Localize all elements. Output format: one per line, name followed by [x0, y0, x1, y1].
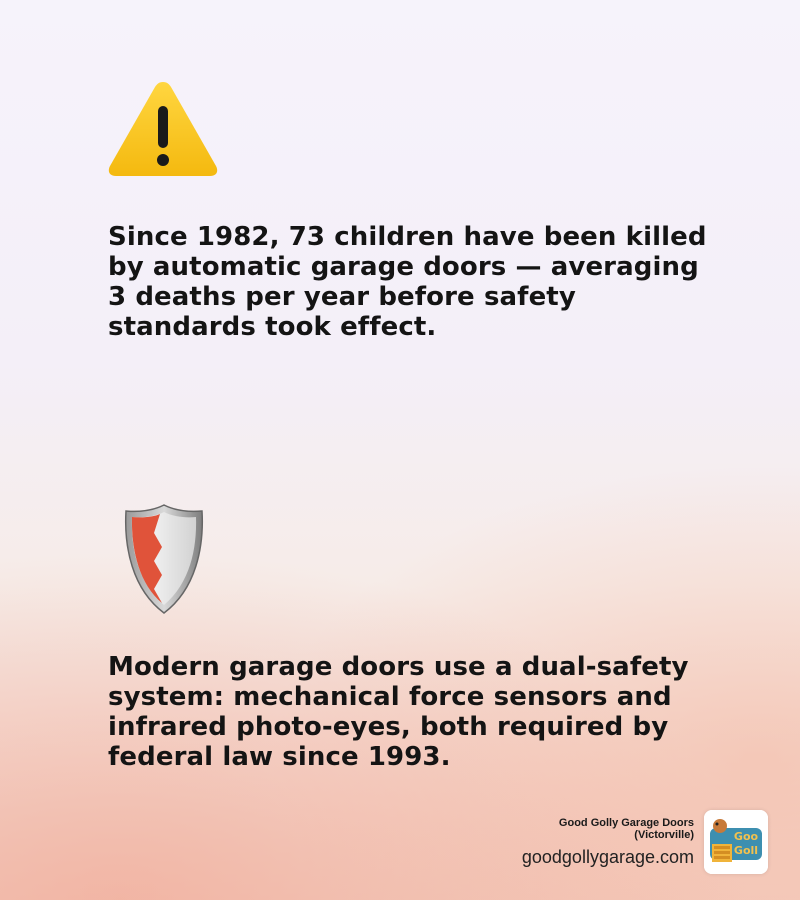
footer	[522, 810, 768, 874]
business-location: (Victorville)	[634, 828, 694, 841]
shield-icon	[124, 503, 204, 615]
svg-text:Goo: Goo	[733, 830, 759, 843]
footer-text	[522, 817, 694, 868]
fact-text-safety-system: Modern garage doors use a dual-safety system: mechanical force sensors and infrared photo-eyes, both required by federal law since 1993.	[108, 652, 689, 772]
svg-text:Goll: Goll	[733, 844, 759, 857]
warning-icon	[106, 78, 220, 178]
website-link[interactable]: goodgollygarage.com	[521, 846, 694, 867]
fact-text-child-deaths: Since 1982, 73 children have been killed by automatic garage doors — averaging 3 deaths per year before safety standards took effect.	[108, 222, 707, 342]
business-name: Good Golly Garage Doors	[558, 816, 694, 829]
business-logo	[704, 810, 768, 874]
